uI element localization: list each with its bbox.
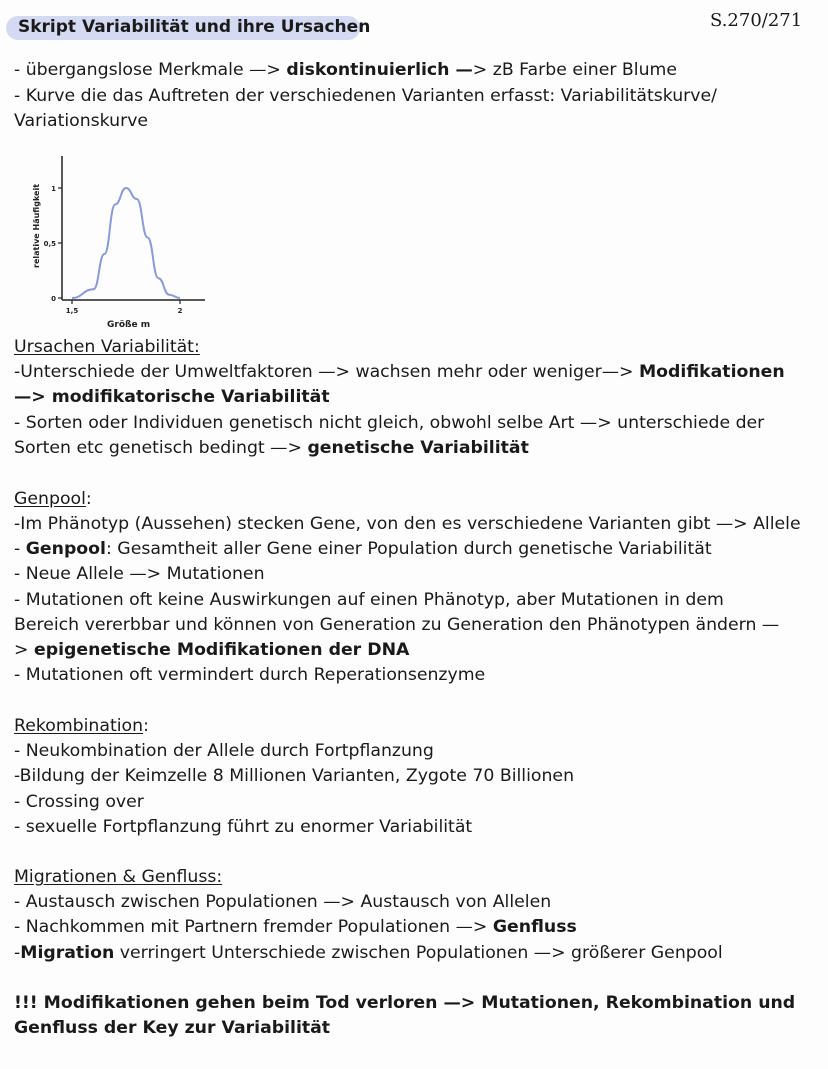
migration-heading: Migrationen & Genfluss: xyxy=(14,867,223,887)
x-tick-label-0: 1,5 xyxy=(65,307,79,315)
y-tick-label-2: 1 xyxy=(51,185,56,193)
genpool-line-4: - Mutationen oft keine Auswirkungen auf einen Phänotyp, aber Mutationen in dem xyxy=(14,590,724,610)
genpool-line-2: - Genpool: Gesamtheit aller Gene einer Population durch genetische Variabilität xyxy=(14,539,712,559)
x-axis-label: Größe m xyxy=(107,320,151,330)
rekombination-heading: Rekombination: xyxy=(14,716,149,736)
ursachen-line-3: - Sorten oder Individuen genetisch nicht gleich, obwohl selbe Art —> unterschiede der xyxy=(14,413,765,433)
intro-line-1: - übergangslose Merkmale —> diskontinuierlich —> zB Farbe einer Blume xyxy=(14,60,678,80)
genpool-line-6: > epigenetische Modifikationen der DNA xyxy=(14,640,410,660)
page-reference: S.270/271 xyxy=(710,10,803,31)
genpool-line-1: -Im Phänotyp (Aussehen) stecken Gene, von den es verschiedene Varianten gibt —> Allele xyxy=(14,514,801,534)
ursachen-heading: Ursachen Variabilität: xyxy=(14,337,200,357)
genpool-line-7: - Mutationen oft vermindert durch Reperationsenzyme xyxy=(14,665,486,685)
migration-line-3: -Migration verringert Unterschiede zwischen Populationen —> größerer Genpool xyxy=(14,943,723,963)
ursachen-line-1: -Unterschiede der Umweltfaktoren —> wachsen mehr oder weniger—> Modifikationen xyxy=(14,362,785,382)
migration-line-1: - Austausch zwischen Populationen —> Austausch von Allelen xyxy=(14,892,552,912)
x-tick-label-1: 2 xyxy=(177,307,183,315)
genpool-line-3: - Neue Allele —> Mutationen xyxy=(14,564,265,584)
ursachen-line-4: Sorten etc genetisch bedingt —> genetische Variabilität xyxy=(14,438,529,458)
y-axis-label: relative Häufigkeit xyxy=(32,183,41,268)
title-highlight xyxy=(6,16,371,40)
y-tick-label-0: 0 xyxy=(51,295,56,303)
variability-curve-chart xyxy=(25,148,265,338)
intro-line-3: Variationskurve xyxy=(14,111,149,131)
rekombination-line-3: - Crossing over xyxy=(14,792,144,812)
rekombination-line-1: - Neukombination der Allele durch Fortpflanzung xyxy=(14,741,434,761)
conclusion-line-1: !!! Modifikationen gehen beim Tod verloren —> Mutationen, Rekombination und xyxy=(14,993,796,1013)
curve-line xyxy=(72,188,180,298)
intro-line-2: - Kurve die das Auftreten der verschiedenen Varianten erfasst: Variabilitätskurve/ xyxy=(14,86,717,106)
rekombination-line-4: - sexuelle Fortpflanzung führt zu enormer Variabilität xyxy=(14,817,473,837)
conclusion-line-2: Genfluss der Key zur Variabilität xyxy=(14,1018,331,1038)
rekombination-line-2: -Bildung der Keimzelle 8 Millionen Varianten, Zygote 70 Billionen xyxy=(14,766,575,786)
genpool-heading: Genpool: xyxy=(14,489,92,509)
genpool-line-5: Bereich vererbbar und können von Generation zu Generation den Phänotypen ändern — xyxy=(14,615,780,635)
page-title: Skript Variabilität und ihre Ursachen xyxy=(18,17,371,37)
migration-line-2: - Nachkommen mit Partnern fremder Populationen —> Genfluss xyxy=(14,917,577,937)
ursachen-line-2: —> modifikatorische Variabilität xyxy=(14,387,330,407)
y-tick-label-1: 0,5 xyxy=(43,240,56,248)
